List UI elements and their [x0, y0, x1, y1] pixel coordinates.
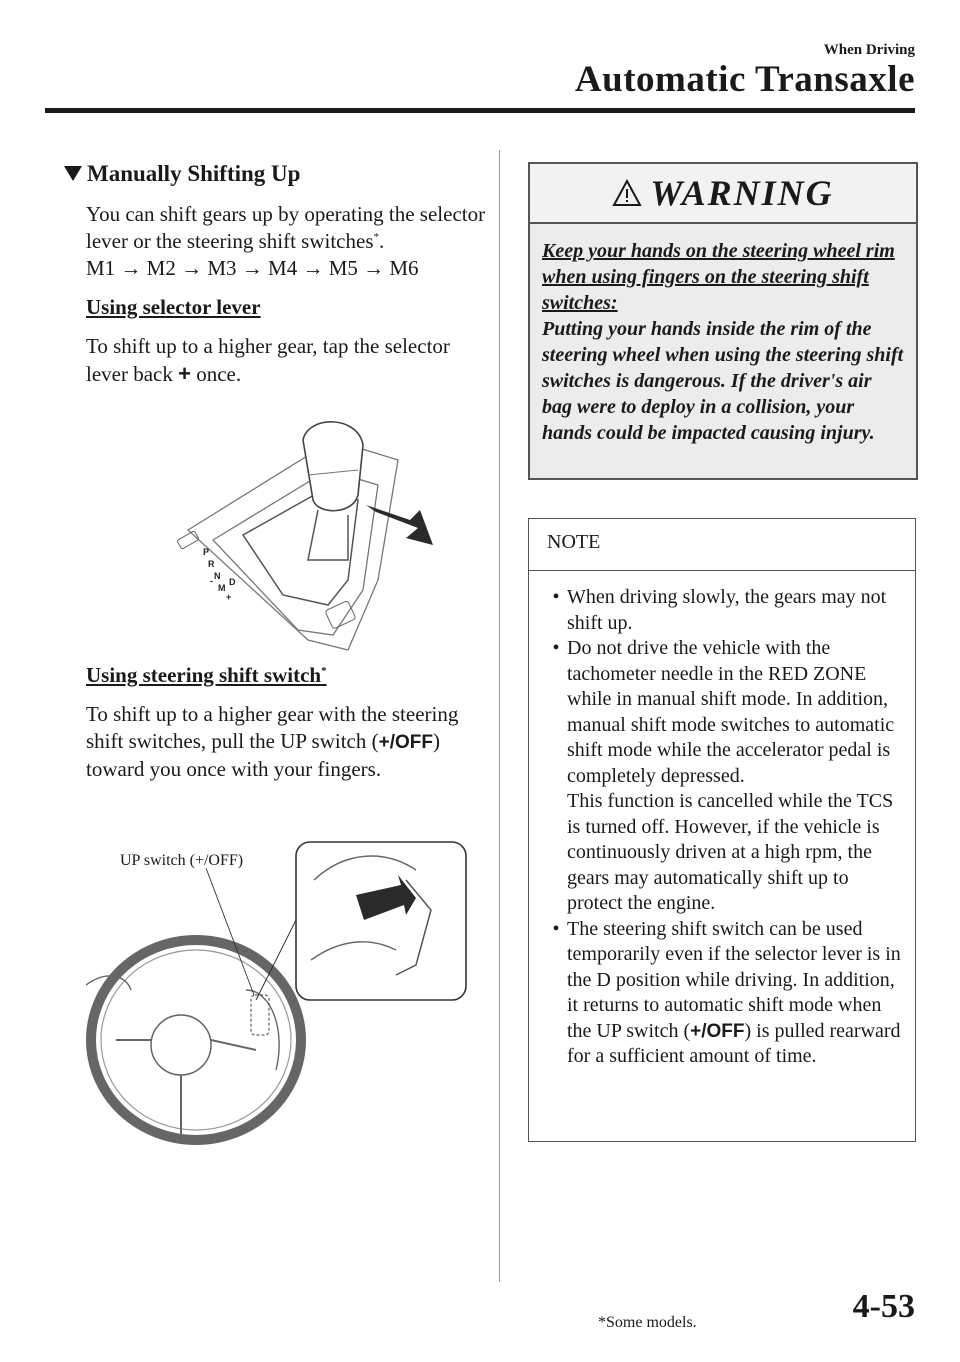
- header-rule: [45, 108, 915, 113]
- bullet: •: [552, 917, 560, 940]
- figure-callout: UP switch (+/OFF): [120, 852, 244, 869]
- triangle-down-icon: [64, 166, 82, 181]
- page-number: 4-53: [852, 1288, 915, 1325]
- list-item: [545, 585, 901, 636]
- note-item3-post: ) is pulled rearward for a sufficient amount of time.: [567, 1019, 901, 1067]
- warning-icon: [612, 179, 642, 207]
- up-switch-badge: +/OFF: [378, 732, 433, 753]
- column-divider: [499, 150, 500, 1282]
- steering-heading: [86, 662, 486, 689]
- warning-box: [528, 162, 918, 480]
- gear-label-p: P: [203, 547, 210, 557]
- gear-label-plus: +: [226, 592, 232, 602]
- selector-text-end: once.: [190, 362, 242, 386]
- plus-icon: +: [178, 361, 191, 386]
- bullet: •: [552, 586, 560, 608]
- note-box: [528, 518, 916, 1142]
- gear-label-m: M: [218, 583, 226, 593]
- warning-header: [530, 164, 916, 224]
- selector-heading: Using selector lever: [86, 295, 261, 319]
- warning-title: WARNING: [650, 173, 834, 213]
- intro-end: .: [379, 229, 385, 253]
- gear-sequence: M1 → M2 → M3 → M4 → M5 → M6: [86, 256, 419, 280]
- note-item-text: [567, 917, 901, 1070]
- section-heading-text: Manually Shifting Up: [87, 161, 301, 186]
- steering-text: To shift up to a higher gear with the steering shift switches, pull the UP switch (: [86, 702, 459, 753]
- warning-lead: Keep your hands on the steering wheel rim when using fingers on the steering shift switches:: [542, 240, 895, 314]
- selector-paragraph: [86, 333, 486, 388]
- footnote: *Some models.: [598, 1314, 697, 1331]
- note-item-text-a: Do not drive the vehicle with the tachometer needle in the RED ZONE while in manual shift mode. In addition, manual shift mode switches to automatic shift mode while the accelerator pedal is completely depressed.: [567, 637, 895, 787]
- note-list: [529, 571, 915, 1070]
- note-title: NOTE: [529, 519, 915, 571]
- warning-body: [530, 224, 916, 446]
- intro-text: You can shift gears up by operating the selector lever or the steering shift switches: [86, 202, 486, 253]
- gear-label-minus: -: [210, 576, 213, 586]
- warning-text: Putting your hands inside the rim of the steering wheel when using the steering shift switches is dangerous. If the driver's air bag were to deploy in a collision, your hands could be impacted causing injury.: [542, 318, 904, 444]
- section-label: When Driving: [823, 42, 915, 58]
- list-item: [545, 636, 901, 917]
- asterisk-mark: *: [321, 665, 327, 677]
- gear-label-n: N: [214, 571, 221, 581]
- bullet: •: [552, 637, 560, 659]
- note-item-text: When driving slowly, the gears may not shift up.: [567, 586, 887, 634]
- steering-wheel-illustration: [86, 840, 470, 1150]
- steering-paragraph: [86, 701, 486, 783]
- up-switch-badge: +/OFF: [690, 1020, 745, 1042]
- selector-lever-illustration: [158, 420, 458, 660]
- gear-label-d: D: [229, 577, 236, 587]
- steering-heading-text: Using steering shift switch: [86, 663, 322, 687]
- note-item-text-b: This function is cancelled while the TCS is turned off. However, if the vehicle is continuously driven at a high rpm, the gears may automatically shift up to protect the engine.: [567, 790, 894, 914]
- page-title: Automatic Transaxle: [574, 59, 915, 100]
- section-heading: [64, 160, 486, 187]
- gear-label-r: R: [208, 559, 215, 569]
- note-item3-pre: The steering shift switch can be used temporarily even if the selector lever is in the D position while driving. In addition, it returns to automatic shift mode when the UP switch (: [567, 917, 901, 1042]
- list-item: [545, 917, 901, 1070]
- selector-text: To shift up to a higher gear, tap the selector lever back: [86, 334, 450, 386]
- intro-paragraph: [86, 201, 486, 282]
- note-item-text: [567, 636, 901, 917]
- steering-text-end: ) toward you once with your fingers.: [86, 729, 440, 781]
- asterisk-mark: *: [373, 231, 379, 243]
